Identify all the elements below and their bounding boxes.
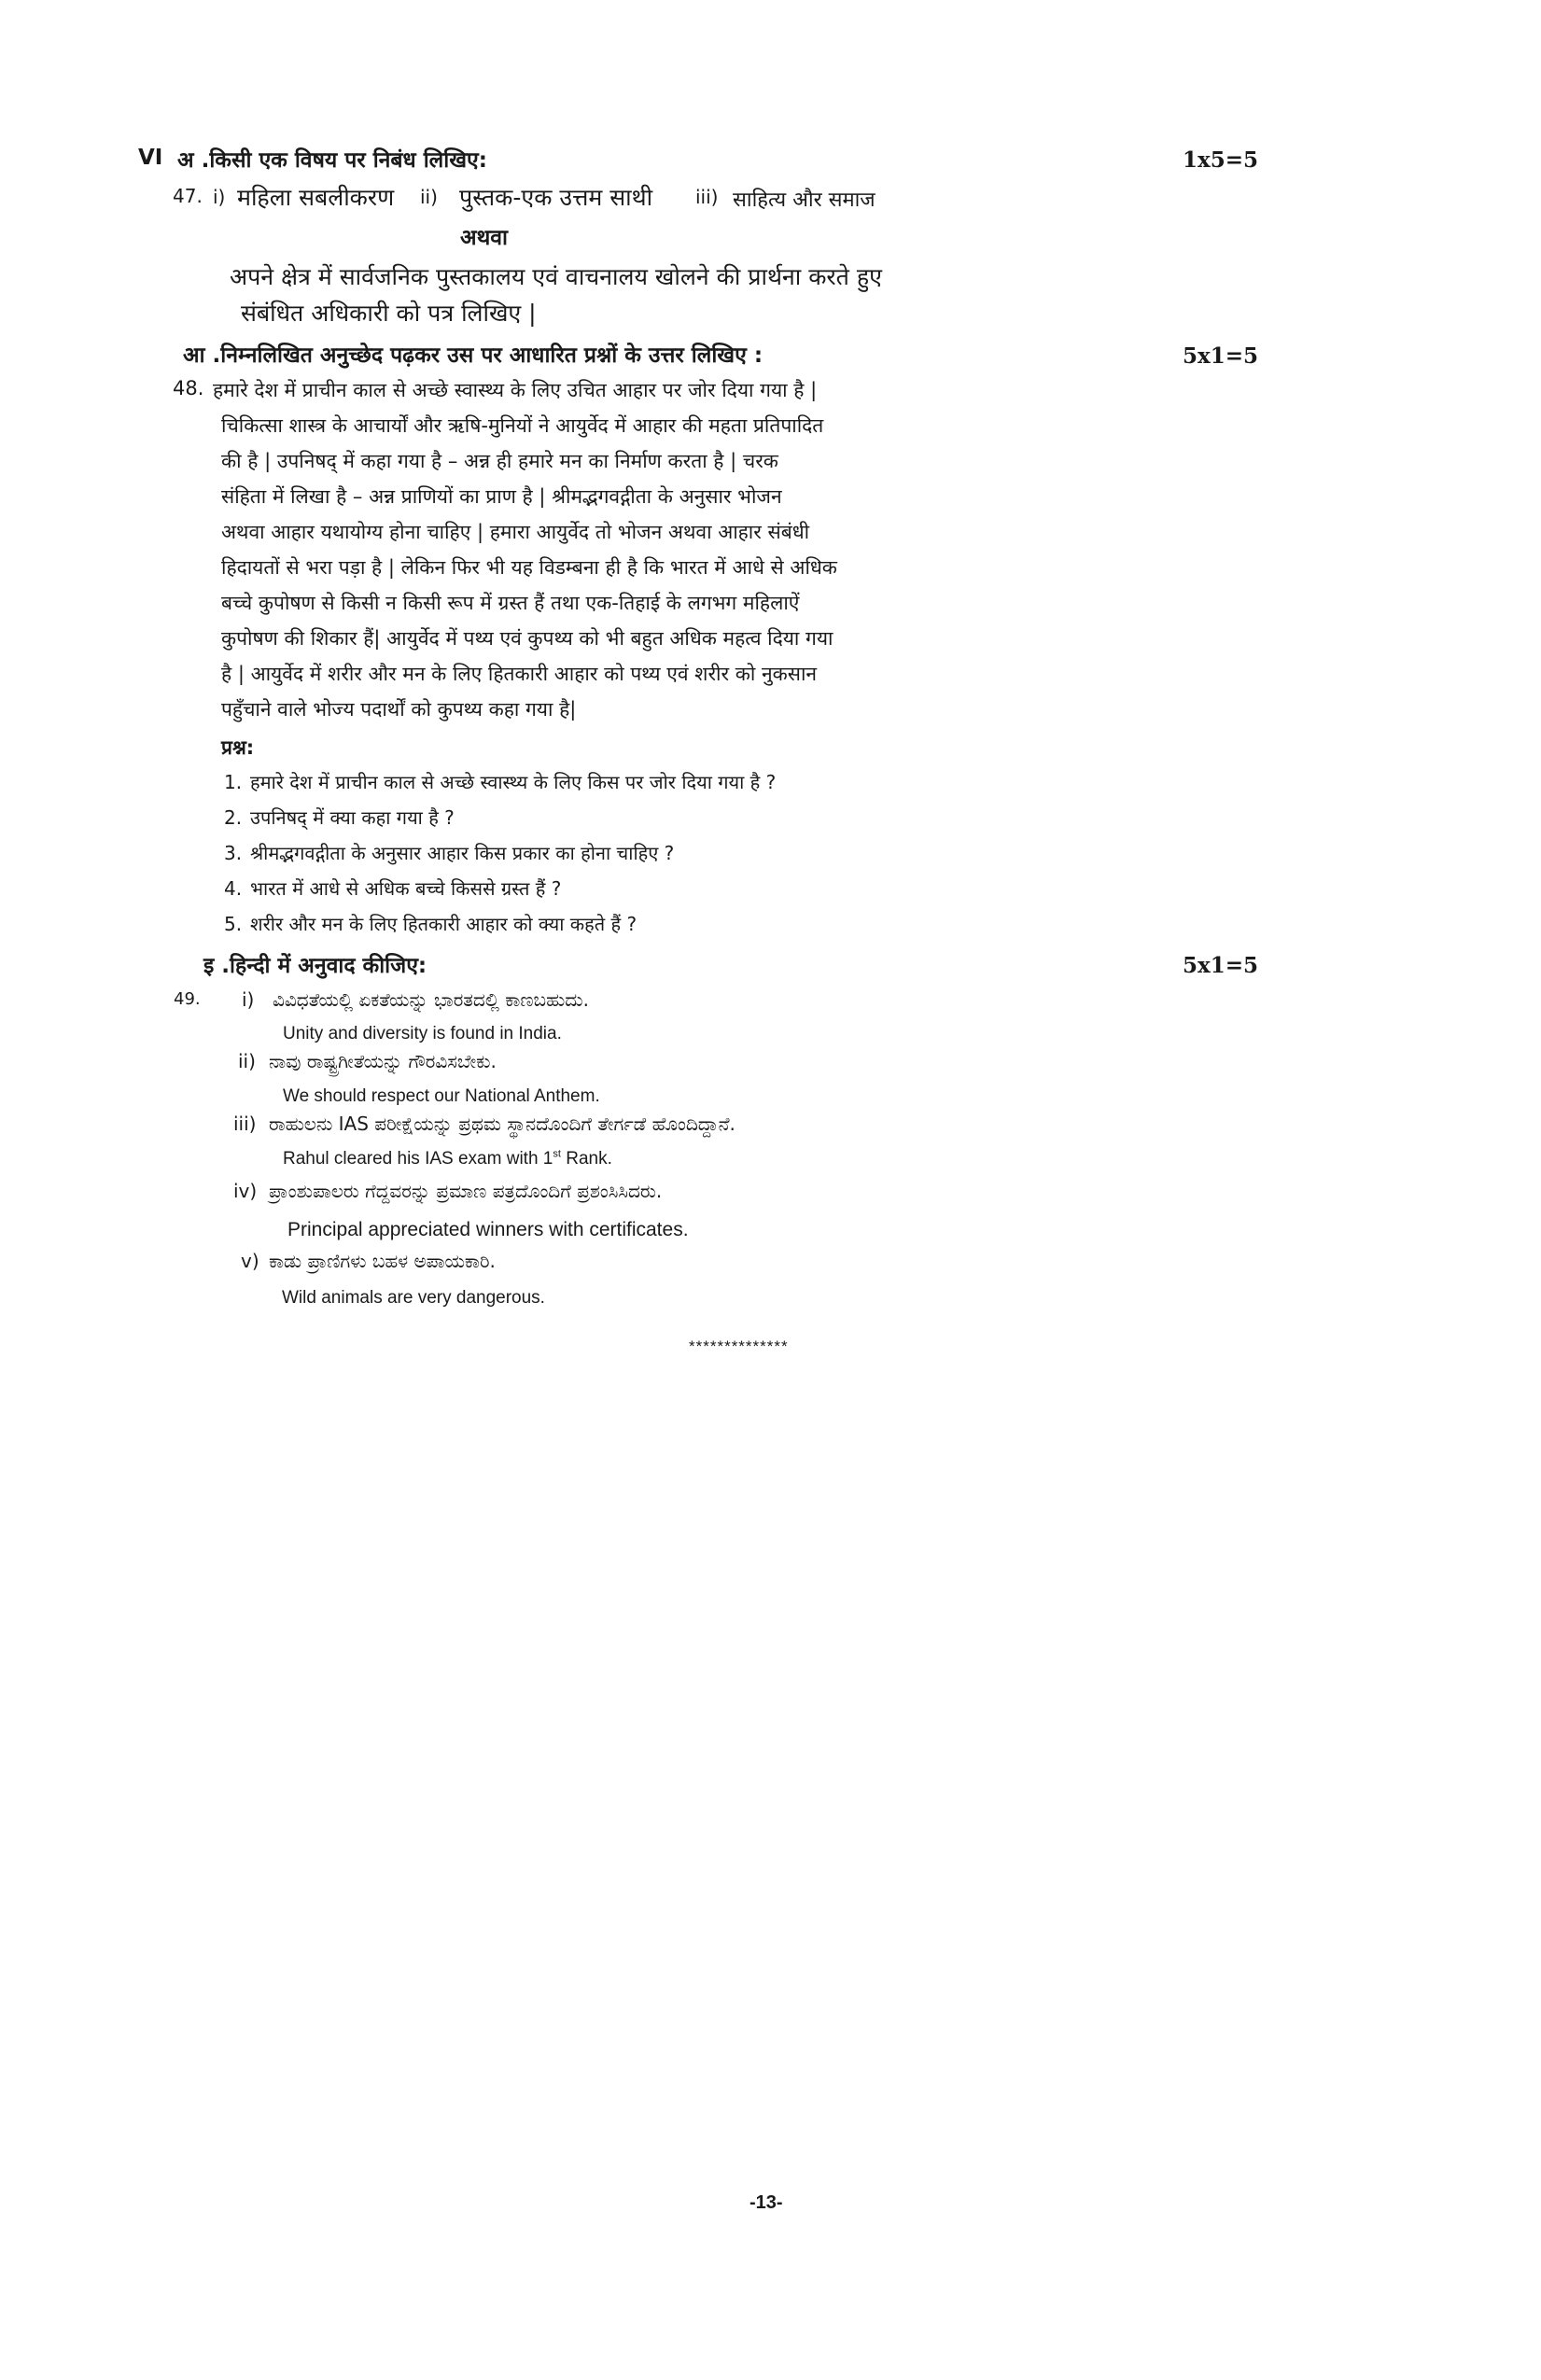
- part-i-heading: इ .हिन्दी में अनुवाद कीजिए:: [203, 954, 427, 978]
- part-i-marks: 5x1=5: [1183, 953, 1258, 978]
- part-aa-marks: 5x1=5: [1183, 343, 1258, 369]
- question-item-text: शरीर और मन के लिए हितकारी आहार को क्या कहते हैं ?: [250, 913, 637, 935]
- letter-prompt-line-2: संबंधित अधिकारी को पत्र लिखिए |: [241, 300, 537, 327]
- passage-line: पहुँचाने वाले भोज्य पदार्थों को कुपथ्य कहा गया है|: [221, 698, 577, 721]
- kannada-sentence: ನಾವು ರಾಷ್ಟ್ರಗೀತೆಯನ್ನು ಗೌರವಿಸಬೇಕು.: [269, 1050, 497, 1072]
- questions-label: प्रश्न:: [221, 736, 255, 759]
- english-sentence: Principal appreciated winners with certificates.: [287, 1219, 689, 1240]
- page-number: -13-: [749, 2192, 783, 2213]
- passage-line: हमारे देश में प्राचीन काल से अच्छे स्वास्थ्य के लिए उचित आहार पर जोर दिया गया है |: [213, 379, 818, 401]
- english-sentence: Rahul cleared his IAS exam with 1st Rank.: [283, 1148, 612, 1169]
- translation-item-number: iv): [233, 1180, 258, 1202]
- question-item-number: 3.: [224, 842, 243, 864]
- kannada-sentence: ಕಾಡು ಪ್ರಾಣಿಗಳು ಬಹಳ ಅಪಾಯಕಾರಿ.: [269, 1250, 496, 1272]
- section-roman-numeral: VI: [138, 146, 163, 170]
- passage-line: चिकित्सा शास्त्र के आचार्यों और ऋषि-मुनियों ने आयुर्वेद में आहार की महता प्रतिपादित: [221, 414, 824, 437]
- question-item-text: हमारे देश में प्राचीन काल से अच्छे स्वास्थ्य के लिए किस पर जोर दिया गया है ?: [250, 771, 777, 793]
- topic-3-number: iii): [695, 186, 719, 208]
- translation-item-number: i): [242, 988, 255, 1011]
- question-49-number: 49.: [174, 989, 201, 1009]
- translation-item-number: v): [241, 1250, 259, 1272]
- question-item-number: 1.: [224, 771, 243, 793]
- question-47-number: 47.: [173, 185, 203, 207]
- question-48-number: 48.: [173, 377, 204, 399]
- topic-1: महिला सबलीकरण: [237, 184, 395, 211]
- letter-prompt-line-1: अपने क्षेत्र में सार्वजनिक पुस्तकालय एवं वाचनालय खोलने की प्रार्थना करते हुए: [230, 263, 882, 290]
- part-a-marks: 1x5=5: [1183, 147, 1258, 173]
- topic-2-number: ii): [420, 186, 438, 208]
- topic-2: पुस्तक-एक उत्तम साथी: [459, 184, 653, 211]
- question-item-number: 5.: [224, 913, 243, 935]
- passage-line: है | आयुर्वेद में शरीर और मन के लिए हितकारी आहार को पथ्य एवं शरीर को नुकसान: [221, 663, 818, 685]
- question-item-text: उपनिषद् में क्या कहा गया है ?: [250, 806, 455, 829]
- english-sentence: Wild animals are very dangerous.: [282, 1288, 545, 1308]
- passage-line: की है | उपनिषद् में कहा गया है – अन्न ही हमारे मन का निर्माण करता है | चरक: [221, 450, 778, 472]
- question-item-number: 2.: [224, 806, 243, 829]
- topic-1-number: i): [213, 186, 226, 208]
- kannada-sentence: ಪ್ರಾಂಶುಪಾಲರು ಗೆದ್ದವರನ್ನು ಪ್ರಮಾಣ ಪತ್ರದೊಂದಿಗೆ ಪ್ರಶಂಸಿಸಿದರು.: [269, 1180, 663, 1202]
- topic-3: साहित्य और समाज: [733, 189, 876, 212]
- part-a-heading: अ .किसी एक विषय पर निबंध लिखिए:: [177, 148, 487, 173]
- end-marker: **************: [689, 1337, 789, 1355]
- or-label: अथवा: [460, 226, 509, 250]
- question-item-text: श्रीमद्भगवद्गीता के अनुसार आहार किस प्रकार का होना चाहिए ?: [250, 842, 675, 864]
- question-item-text: भारत में आधे से अधिक बच्चे किससे ग्रस्त हैं ?: [250, 877, 562, 900]
- translation-item-number: ii): [238, 1050, 256, 1072]
- kannada-sentence: ರಾಹುಲನು IAS ಪರೀಕ್ಷೆಯನ್ನು ಪ್ರಥಮ ಸ್ಥಾನದೊಂದಿಗೆ ತೇರ್ಗಡೆ ಹೊಂದಿದ್ದಾನೆ.: [269, 1113, 735, 1135]
- passage-line: बच्चे कुपोषण से किसी न किसी रूप में ग्रस्त हैं तथा एक-तिहाई के लगभग महिलाऐं: [221, 592, 800, 614]
- passage-line: अथवा आहार यथायोग्य होना चाहिए | हमारा आयुर्वेद तो भोजन अथवा आहार संबंधी: [221, 521, 810, 543]
- translation-item-number: iii): [233, 1113, 257, 1135]
- passage-line: हिदायतों से भरा पड़ा है | लेकिन फिर भी यह विडम्बना ही है कि भारत में आधे से अधिक: [221, 556, 837, 579]
- english-sentence: Unity and diversity is found in India.: [283, 1024, 562, 1043]
- part-aa-heading: आ .निम्नलिखित अनुच्छेद पढ़कर उस पर आधारित प्रश्नों के उत्तर लिखिए :: [183, 343, 763, 368]
- kannada-sentence: ವಿವಿಧತೆಯಲ್ಲಿ ಏಕತೆಯನ್ನು ಭಾರತದಲ್ಲಿ ಕಾಣಬಹುದು.: [273, 988, 589, 1011]
- passage-line: कुपोषण की शिकार हैं| आयुर्वेद में पथ्य एवं कुपथ्य को भी बहुत अधिक महत्व दिया गया: [221, 627, 834, 650]
- question-item-number: 4.: [224, 877, 243, 900]
- passage-line: संहिता में लिखा है – अन्न प्राणियों का प्राण है | श्रीमद्भगवद्गीता के अनुसार भोजन: [221, 485, 782, 508]
- english-sentence: We should respect our National Anthem.: [283, 1086, 600, 1106]
